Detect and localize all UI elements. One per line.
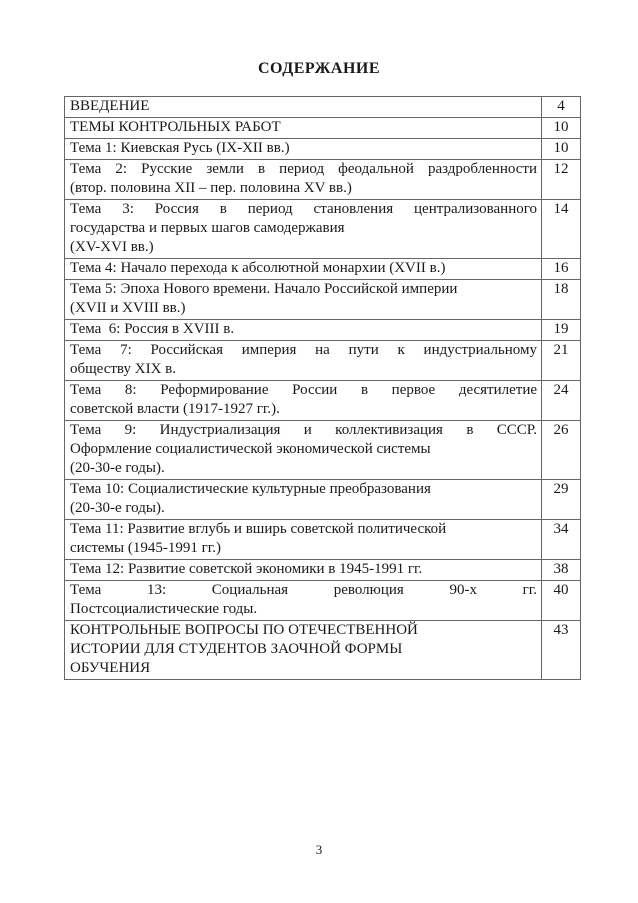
toc-row bbox=[65, 160, 581, 200]
toc-entry-page-number: 14 bbox=[542, 200, 581, 259]
toc-entry-title bbox=[65, 621, 542, 680]
toc-entry-title bbox=[65, 259, 542, 280]
page-number: 3 bbox=[315, 842, 323, 857]
toc-entry-line: Тема 1: Киевская Русь (IX-XII вв.) bbox=[70, 140, 290, 156]
toc-entry-title bbox=[65, 160, 542, 200]
toc-row bbox=[65, 480, 581, 520]
toc-entry-line: Тема 6: Россия в XVIII в. bbox=[70, 321, 235, 337]
toc-entry-title bbox=[65, 139, 542, 160]
toc-entry-line: Тема 12: Развитие советской экономики в 1945-1991 гг. bbox=[70, 561, 423, 577]
toc-entry-title bbox=[65, 97, 542, 118]
toc-entry-title bbox=[65, 381, 542, 421]
toc-entry-page-number: 21 bbox=[542, 341, 581, 381]
toc-entry-line: Тема 3: Россия в период становления централизованного bbox=[70, 201, 537, 217]
toc-body bbox=[65, 97, 581, 680]
toc-entry-line: Оформление социалистической экономической системы bbox=[70, 441, 431, 457]
toc-entry-title bbox=[65, 280, 542, 320]
toc-table bbox=[64, 96, 581, 680]
toc-entry-line: ТЕМЫ КОНТРОЛЬНЫХ РАБОТ bbox=[70, 119, 281, 135]
toc-entry-line: Тема 11: Развитие вглубь и вширь советской политической bbox=[70, 521, 447, 537]
toc-entry-title bbox=[65, 320, 542, 341]
toc-entry-line: Тема 7: Российская империя на пути к индустриальному bbox=[70, 342, 537, 358]
toc-entry-page-number: 38 bbox=[542, 560, 581, 581]
toc-entry-page-number: 34 bbox=[542, 520, 581, 560]
toc-entry-title bbox=[65, 520, 542, 560]
toc-entry-line: (XV-XVI вв.) bbox=[70, 239, 154, 255]
toc-entry-line: Постсоциалистические годы. bbox=[70, 601, 258, 617]
toc-entry-title bbox=[65, 118, 542, 139]
toc-row bbox=[65, 280, 581, 320]
toc-row bbox=[65, 139, 581, 160]
toc-entry-line: ИСТОРИИ ДЛЯ СТУДЕНТОВ ЗАОЧНОЙ ФОРМЫ bbox=[70, 641, 403, 657]
toc-row bbox=[65, 200, 581, 259]
toc-row bbox=[65, 259, 581, 280]
toc-row bbox=[65, 520, 581, 560]
toc-row bbox=[65, 381, 581, 421]
toc-entry-line: (20-30-е годы). bbox=[70, 460, 165, 476]
toc-entry-title bbox=[65, 421, 542, 480]
toc-entry-line: государства и первых шагов самодержавия bbox=[70, 220, 345, 236]
toc-entry-page-number: 12 bbox=[542, 160, 581, 200]
toc-row bbox=[65, 97, 581, 118]
toc-entry-line: обществу XIX в. bbox=[70, 361, 176, 377]
toc-entry-page-number: 10 bbox=[542, 118, 581, 139]
toc-row bbox=[65, 560, 581, 581]
toc-entry-page-number: 26 bbox=[542, 421, 581, 480]
toc-row bbox=[65, 341, 581, 381]
toc-entry-page-number: 10 bbox=[542, 139, 581, 160]
toc-row bbox=[65, 118, 581, 139]
toc-entry-line: Тема 10: Социалистические культурные преобразования bbox=[70, 481, 431, 497]
toc-entry-line: Тема 2: Русские земли в период феодальной раздробленности bbox=[70, 161, 537, 177]
toc-entry-line: Тема 5: Эпоха Нового времени. Начало Российской империи bbox=[70, 281, 458, 297]
toc-entry-title bbox=[65, 200, 542, 259]
toc-row bbox=[65, 320, 581, 341]
toc-entry-page-number: 19 bbox=[542, 320, 581, 341]
toc-entry-line: Тема 8: Реформирование России в первое десятилетие bbox=[70, 382, 537, 398]
toc-entry-page-number: 24 bbox=[542, 381, 581, 421]
toc-entry-line: ОБУЧЕНИЯ bbox=[70, 660, 151, 676]
toc-row bbox=[65, 621, 581, 680]
page-title: СОДЕРЖАНИЕ bbox=[257, 60, 381, 77]
toc-entry-title bbox=[65, 480, 542, 520]
toc-entry-page-number: 43 bbox=[542, 621, 581, 680]
toc-entry-line: (втор. половина XII – пер. половина XV вв.) bbox=[70, 180, 352, 196]
toc-row bbox=[65, 581, 581, 621]
toc-row bbox=[65, 421, 581, 480]
toc-entry-page-number: 40 bbox=[542, 581, 581, 621]
toc-entry-line: советской власти (1917-1927 гг.). bbox=[70, 401, 280, 417]
toc-entry-line: (20-30-е годы). bbox=[70, 500, 165, 516]
toc-entry-line: Тема 4: Начало перехода к абсолютной монархии (XVII в.) bbox=[70, 260, 446, 276]
toc-entry-line: Тема 9: Индустриализация и коллективизация в СССР. bbox=[70, 422, 537, 438]
toc-entry-page-number: 16 bbox=[542, 259, 581, 280]
toc-entry-page-number: 29 bbox=[542, 480, 581, 520]
toc-entry-page-number: 4 bbox=[542, 97, 581, 118]
toc-entry-title bbox=[65, 581, 542, 621]
toc-entry-title bbox=[65, 560, 542, 581]
toc-entry-line: (XVII и XVIII вв.) bbox=[70, 300, 186, 316]
toc-entry-line: КОНТРОЛЬНЫЕ ВОПРОСЫ ПО ОТЕЧЕСТВЕННОЙ bbox=[70, 622, 418, 638]
toc-entry-title bbox=[65, 341, 542, 381]
toc-entry-line: ВВЕДЕНИЕ bbox=[70, 98, 150, 114]
toc-entry-line: системы (1945-1991 гг.) bbox=[70, 540, 221, 556]
toc-entry-page-number: 18 bbox=[542, 280, 581, 320]
toc-entry-line: Тема 13: Социальная революция 90-х гг. bbox=[70, 582, 537, 598]
